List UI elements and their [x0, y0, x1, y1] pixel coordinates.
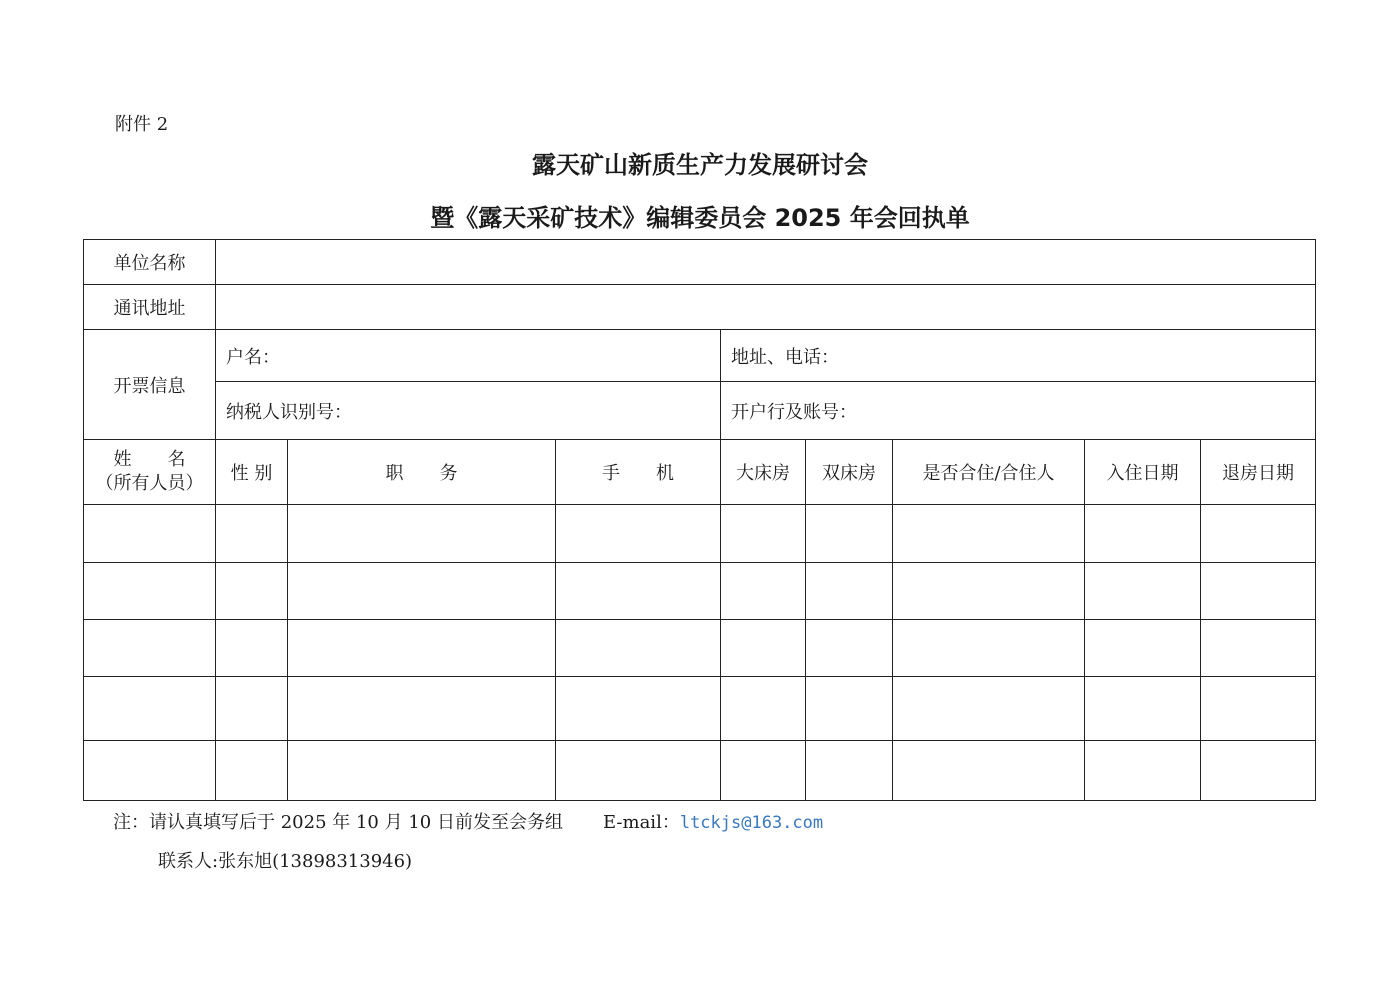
name-cell[interactable]: [84, 505, 216, 563]
mobile-cell[interactable]: [556, 741, 721, 801]
address-label: 通讯地址: [84, 285, 216, 330]
invoice-name-label: 户名：: [226, 346, 280, 368]
king-room-cell[interactable]: [721, 677, 806, 741]
attachment-label: 附件 2: [115, 114, 169, 135]
unit-name-field[interactable]: [216, 240, 1316, 285]
twin-room-cell[interactable]: [806, 620, 893, 677]
email-link[interactable]: ltckjs@163.com: [679, 813, 824, 833]
share-cell[interactable]: [893, 505, 1085, 563]
email-label: E-mail：: [602, 812, 680, 833]
position-cell[interactable]: [288, 677, 556, 741]
checkout-cell[interactable]: [1201, 741, 1316, 801]
share-cell[interactable]: [893, 620, 1085, 677]
contact-person: 联系人:张东旭(13898313946): [158, 851, 413, 872]
mobile-cell[interactable]: [556, 563, 721, 620]
col-header-name-line1: 姓 名: [113, 449, 186, 470]
header-row: [84, 440, 1316, 505]
king-room-cell[interactable]: [721, 563, 806, 620]
checkin-cell[interactable]: [1085, 620, 1201, 677]
twin-room-cell[interactable]: [806, 505, 893, 563]
col-header-twin-room: 双床房: [806, 440, 893, 505]
mobile-cell[interactable]: [556, 505, 721, 563]
gender-cell[interactable]: [216, 620, 288, 677]
invoice-name-field[interactable]: [216, 330, 721, 382]
invoice-addr-phone-field[interactable]: [721, 330, 1316, 382]
col-header-mobile: 手 机: [556, 440, 721, 505]
footnote: [113, 808, 823, 834]
invoice-bank-label: 开户行及账号：: [731, 401, 857, 423]
col-header-position: 职 务: [288, 440, 556, 505]
name-cell[interactable]: [84, 563, 216, 620]
col-header-king-room: 大床房: [721, 440, 806, 505]
king-room-cell[interactable]: [721, 741, 806, 801]
col-header-name-line2: （所有人员）: [95, 473, 204, 494]
checkin-cell[interactable]: [1085, 741, 1201, 801]
col-header-checkout: 退房日期: [1201, 440, 1316, 505]
mobile-cell[interactable]: [556, 620, 721, 677]
gender-cell[interactable]: [216, 741, 288, 801]
checkin-cell[interactable]: [1085, 505, 1201, 563]
address-field[interactable]: [216, 285, 1316, 330]
invoice-addr-phone-label: 地址、电话：: [731, 346, 839, 368]
col-header-share: 是否合住/合住人: [893, 440, 1085, 505]
table-row: [84, 505, 1316, 563]
col-header-gender: 性 别: [216, 440, 288, 505]
position-cell[interactable]: [288, 741, 556, 801]
twin-room-cell[interactable]: [806, 563, 893, 620]
twin-room-cell[interactable]: [806, 741, 893, 801]
checkout-cell[interactable]: [1201, 677, 1316, 741]
gender-cell[interactable]: [216, 505, 288, 563]
table-row: [84, 620, 1316, 677]
document-subtitle: 暨《露天采矿技术》编辑委员会 2025 年会回执单: [430, 204, 970, 232]
gender-cell[interactable]: [216, 677, 288, 741]
twin-room-cell[interactable]: [806, 677, 893, 741]
invoice-row-2: [84, 382, 1316, 440]
unit-name-row: [84, 240, 1316, 285]
name-cell[interactable]: [84, 620, 216, 677]
position-cell[interactable]: [288, 505, 556, 563]
position-cell[interactable]: [288, 620, 556, 677]
king-room-cell[interactable]: [721, 505, 806, 563]
share-cell[interactable]: [893, 677, 1085, 741]
document-title: 露天矿山新质生产力发展研讨会: [532, 151, 868, 179]
checkin-cell[interactable]: [1085, 677, 1201, 741]
registration-form: [83, 239, 1316, 801]
checkout-cell[interactable]: [1201, 505, 1316, 563]
invoice-tax-id-field[interactable]: [216, 382, 721, 440]
king-room-cell[interactable]: [721, 620, 806, 677]
col-header-name: [84, 440, 216, 505]
position-cell[interactable]: [288, 563, 556, 620]
checkout-cell[interactable]: [1201, 620, 1316, 677]
table-row: [84, 563, 1316, 620]
invoice-label: 开票信息: [84, 330, 216, 440]
share-cell[interactable]: [893, 563, 1085, 620]
invoice-row-1: [84, 330, 1316, 382]
unit-name-label: 单位名称: [84, 240, 216, 285]
table-row: [84, 741, 1316, 801]
address-row: [84, 285, 1316, 330]
table-row: [84, 677, 1316, 741]
name-cell[interactable]: [84, 677, 216, 741]
checkout-cell[interactable]: [1201, 563, 1316, 620]
name-cell[interactable]: [84, 741, 216, 801]
share-cell[interactable]: [893, 741, 1085, 801]
col-header-checkin: 入住日期: [1085, 440, 1201, 505]
footnote-text: 注：请认真填写后于 2025 年 10 月 10 日前发至会务组: [113, 812, 563, 833]
gender-cell[interactable]: [216, 563, 288, 620]
invoice-tax-id-label: 纳税人识别号：: [226, 401, 352, 423]
invoice-bank-field[interactable]: [721, 382, 1316, 440]
checkin-cell[interactable]: [1085, 563, 1201, 620]
mobile-cell[interactable]: [556, 677, 721, 741]
